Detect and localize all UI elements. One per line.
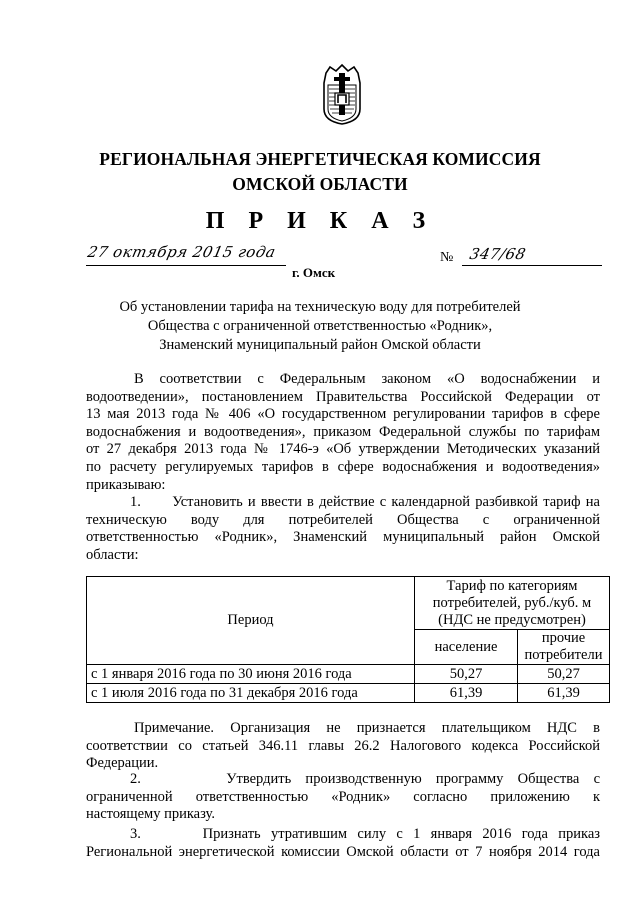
number-underline <box>462 265 602 266</box>
header-population: население <box>415 630 518 665</box>
item-1-line: техническую воду для потребителей Общества с ограниченной <box>86 511 600 528</box>
omsk-coat-of-arms-icon <box>322 63 362 125</box>
header-tariff-line: потребителей, руб./куб. м <box>432 594 592 611</box>
item-2-line: настоящему приказу. <box>86 806 215 823</box>
item-1-line: ответственностью «Родник», Знаменский муниципальный район Омской <box>86 529 600 546</box>
preamble-paragraph <box>86 371 600 494</box>
note-line: Примечание. Организация не признается плательщиком НДС в <box>134 720 600 736</box>
note-paragraph <box>86 720 600 773</box>
header-tariff <box>415 577 610 630</box>
item-3-line: 3. Признать утратившим силу с 1 января 2016 года приказ <box>130 826 600 842</box>
note-line: Федерации. <box>86 755 159 772</box>
table-row <box>87 684 610 703</box>
header-period: Период <box>87 577 415 665</box>
subject-line2: Общества с ограниченной ответственностью «Родник», <box>147 318 493 334</box>
item-3-line: Региональной энергетической комиссии Омской области от 7 ноября 2014 года <box>86 843 600 860</box>
agency-name-line1: РЕГИОНАЛЬНАЯ ЭНЕРГЕТИЧЕСКАЯ КОМИССИЯ <box>99 149 541 169</box>
document-title: П Р И К А З <box>205 208 435 234</box>
item-2-paragraph <box>86 771 600 824</box>
item-3-paragraph <box>86 826 600 861</box>
table-header-row <box>87 577 610 630</box>
item-1-line: области: <box>86 546 139 563</box>
row-population-value: 50,27 <box>415 665 518 684</box>
row-period: с 1 января 2016 года по 30 июня 2016 года <box>87 665 415 684</box>
row-other-value: 50,27 <box>518 665 610 684</box>
item-1-line: 1. Установить и ввести в действие с календарной разбивкой тариф на <box>130 494 600 510</box>
tariff-table <box>86 576 610 703</box>
number-label: № <box>440 250 454 265</box>
row-population-value: 61,39 <box>415 684 518 703</box>
preamble-line: В соответствии с Федеральным законом «О водоснабжении и <box>134 371 600 387</box>
agency-name-line2: ОМСКОЙ ОБЛАСТИ <box>232 174 408 194</box>
preamble-line: водоотведении», постановлением Правительства Российской Федерации от <box>86 388 600 405</box>
date-underline <box>86 265 286 266</box>
header-other-line: потребители <box>524 647 603 663</box>
handwritten-number: 347/68 <box>468 245 528 263</box>
city-name: г. Омск <box>292 265 336 280</box>
item-1-paragraph <box>86 494 600 564</box>
table-row <box>87 665 610 684</box>
item-2-line: ограниченной ответственностью «Родник» согласно приложению к <box>86 788 600 805</box>
header-other-consumers <box>518 630 610 665</box>
header-other-line: прочие <box>541 630 586 646</box>
preamble-line: 13 мая 2013 года № 406 «О государственном регулировании тарифов в сфере <box>86 406 600 423</box>
note-line: соответствии со статьей 346.11 главы 26.2 Налогового кодекса Российской <box>86 737 600 754</box>
preamble-line: приказываю: <box>86 476 166 493</box>
item-2-line: 2. Утвердить производственную программу Общества с <box>130 771 600 787</box>
header-tariff-line: Тариф по категориям <box>446 577 578 594</box>
preamble-line: по расчету регулируемых тарифов в сфере водоснабжения и водоотведения» <box>86 458 600 475</box>
row-period: с 1 июля 2016 года по 31 декабря 2016 года <box>87 684 415 703</box>
row-other-value: 61,39 <box>518 684 610 703</box>
preamble-line: от 27 декабря 2013 года № 1746-э «Об утверждении Методических указаний <box>86 441 600 458</box>
handwritten-date: 27 октября 2015 года <box>86 243 278 261</box>
subject-line3: Знаменский муниципальный район Омской области <box>159 337 481 353</box>
preamble-line: водоснабжения и водоотведения», приказом Федеральной службы по тарифам <box>86 423 600 440</box>
subject-line1: Об установлении тарифа на техническую воду для потребителей <box>119 299 521 315</box>
header-tariff-line: (НДС не предусмотрен) <box>438 611 586 628</box>
